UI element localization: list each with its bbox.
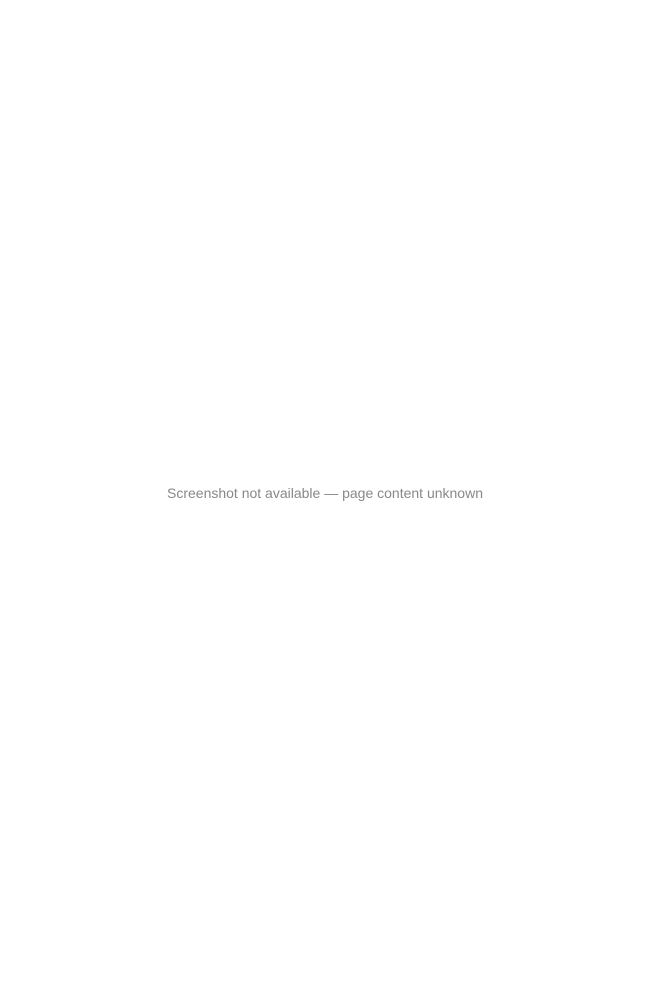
placeholder-message: Screenshot not available — page content unknown (167, 484, 483, 501)
